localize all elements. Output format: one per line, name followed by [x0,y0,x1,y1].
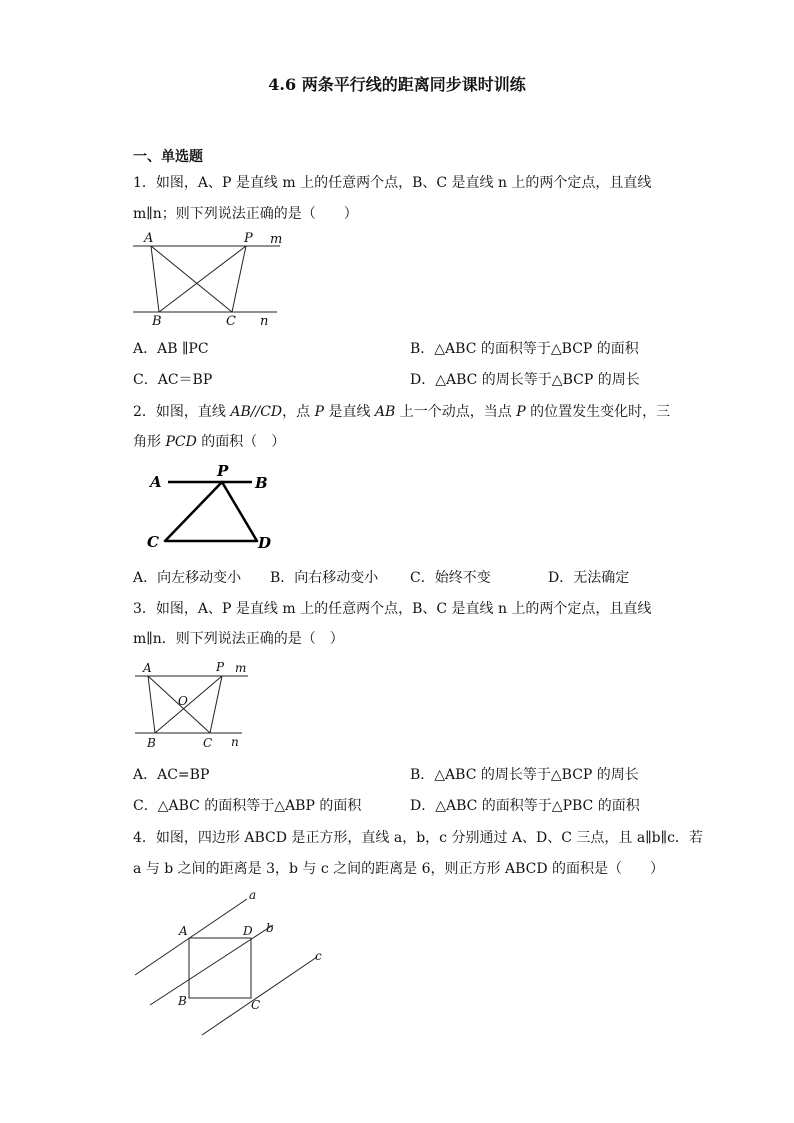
q1-option-c: C．AC＝BP [133,372,213,388]
q4-label-D: D [243,924,253,938]
q3-label-m: m [235,661,247,675]
q4-stem-line1: 4．如图，四边形 ABCD 是正方形，直线 a，b，c 分别通过 A、D、C 三点，且 a∥b∥c．若 [133,830,703,846]
q1-stem-line1: 1．如图，A、P 是直线 m 上的任意两个点，B、C 是直线 n 上的两个定点，且直线 [133,175,652,191]
q4-label-c: c [315,949,322,963]
q1-option-b: B．△ABC 的面积等于△BCP 的面积 [410,341,639,357]
q1-option-d: D．△ABC 的周长等于△BCP 的周长 [410,372,640,388]
q3-figure [130,656,260,752]
q4-figure [125,885,335,1040]
q1-label-n: n [260,314,269,329]
q1-option-a: A．AB ∥PC [133,341,209,357]
q4-label-b: b [266,921,274,935]
q1-label-C: C [226,314,236,329]
page-title: 4.6 两条平行线的距离同步课时训练 [268,75,526,94]
q4-label-A: A [179,924,188,938]
q1-label-P: P [244,231,253,246]
q2-stem-line2: 角形 PCD 的面积（ ） [133,434,286,450]
q4-label-a: a [249,888,257,902]
q2-option-d: D．无法确定 [548,570,630,586]
q1-label-m: m [270,232,283,247]
q4-label-C: C [251,998,261,1012]
q3-label-P: P [216,660,225,674]
q2-label-P: P [217,462,229,480]
q3-stem-line2: m∥n．则下列说法正确的是（ ） [133,631,344,647]
q1-figure [130,230,290,330]
q3-option-c: C．△ABC 的面积等于△ABP 的面积 [133,798,362,814]
q2-label-B: B [255,474,268,492]
q2-option-c: C．始终不变 [410,570,491,586]
q4-stem-line2: a 与 b 之间的距离是 3，b 与 c 之间的距离是 6，则正方形 ABCD 的面积是（ ） [133,861,665,877]
q2-figure [140,458,280,558]
q2-stem-line1: 2．如图，直线 AB//CD，点 P 是直线 AB 上一个动点，当点 P 的位置发生变化时，三 [133,404,671,420]
section-heading: 一、单选题 [133,149,203,165]
q3-stem-line1: 3．如图，A、P 是直线 m 上的任意两个点，B、C 是直线 n 上的两个定点，且直线 [133,601,652,617]
q4-label-B: B [178,994,187,1008]
q2-option-a: A．向左移动变小 [133,570,242,586]
q2-label-A: A [150,473,162,491]
q3-option-b: B．△ABC 的周长等于△BCP 的周长 [410,767,639,783]
q1-stem-line2: m∥n；则下列说法正确的是（ ） [133,206,358,222]
q3-label-C: C [203,736,213,750]
q2-option-b: B．向右移动变小 [270,570,379,586]
q3-label-n: n [231,735,239,749]
q2-label-C: C [147,533,159,551]
q3-option-a: A．AC=BP [133,767,210,783]
q3-label-O: O [178,694,188,708]
q3-option-d: D．△ABC 的面积等于△PBC 的面积 [410,798,640,814]
q1-label-A: A [144,231,154,246]
q3-label-B: B [147,736,156,750]
q3-label-A: A [143,661,152,675]
q2-label-D: D [258,534,272,552]
q1-label-B: B [152,314,162,329]
